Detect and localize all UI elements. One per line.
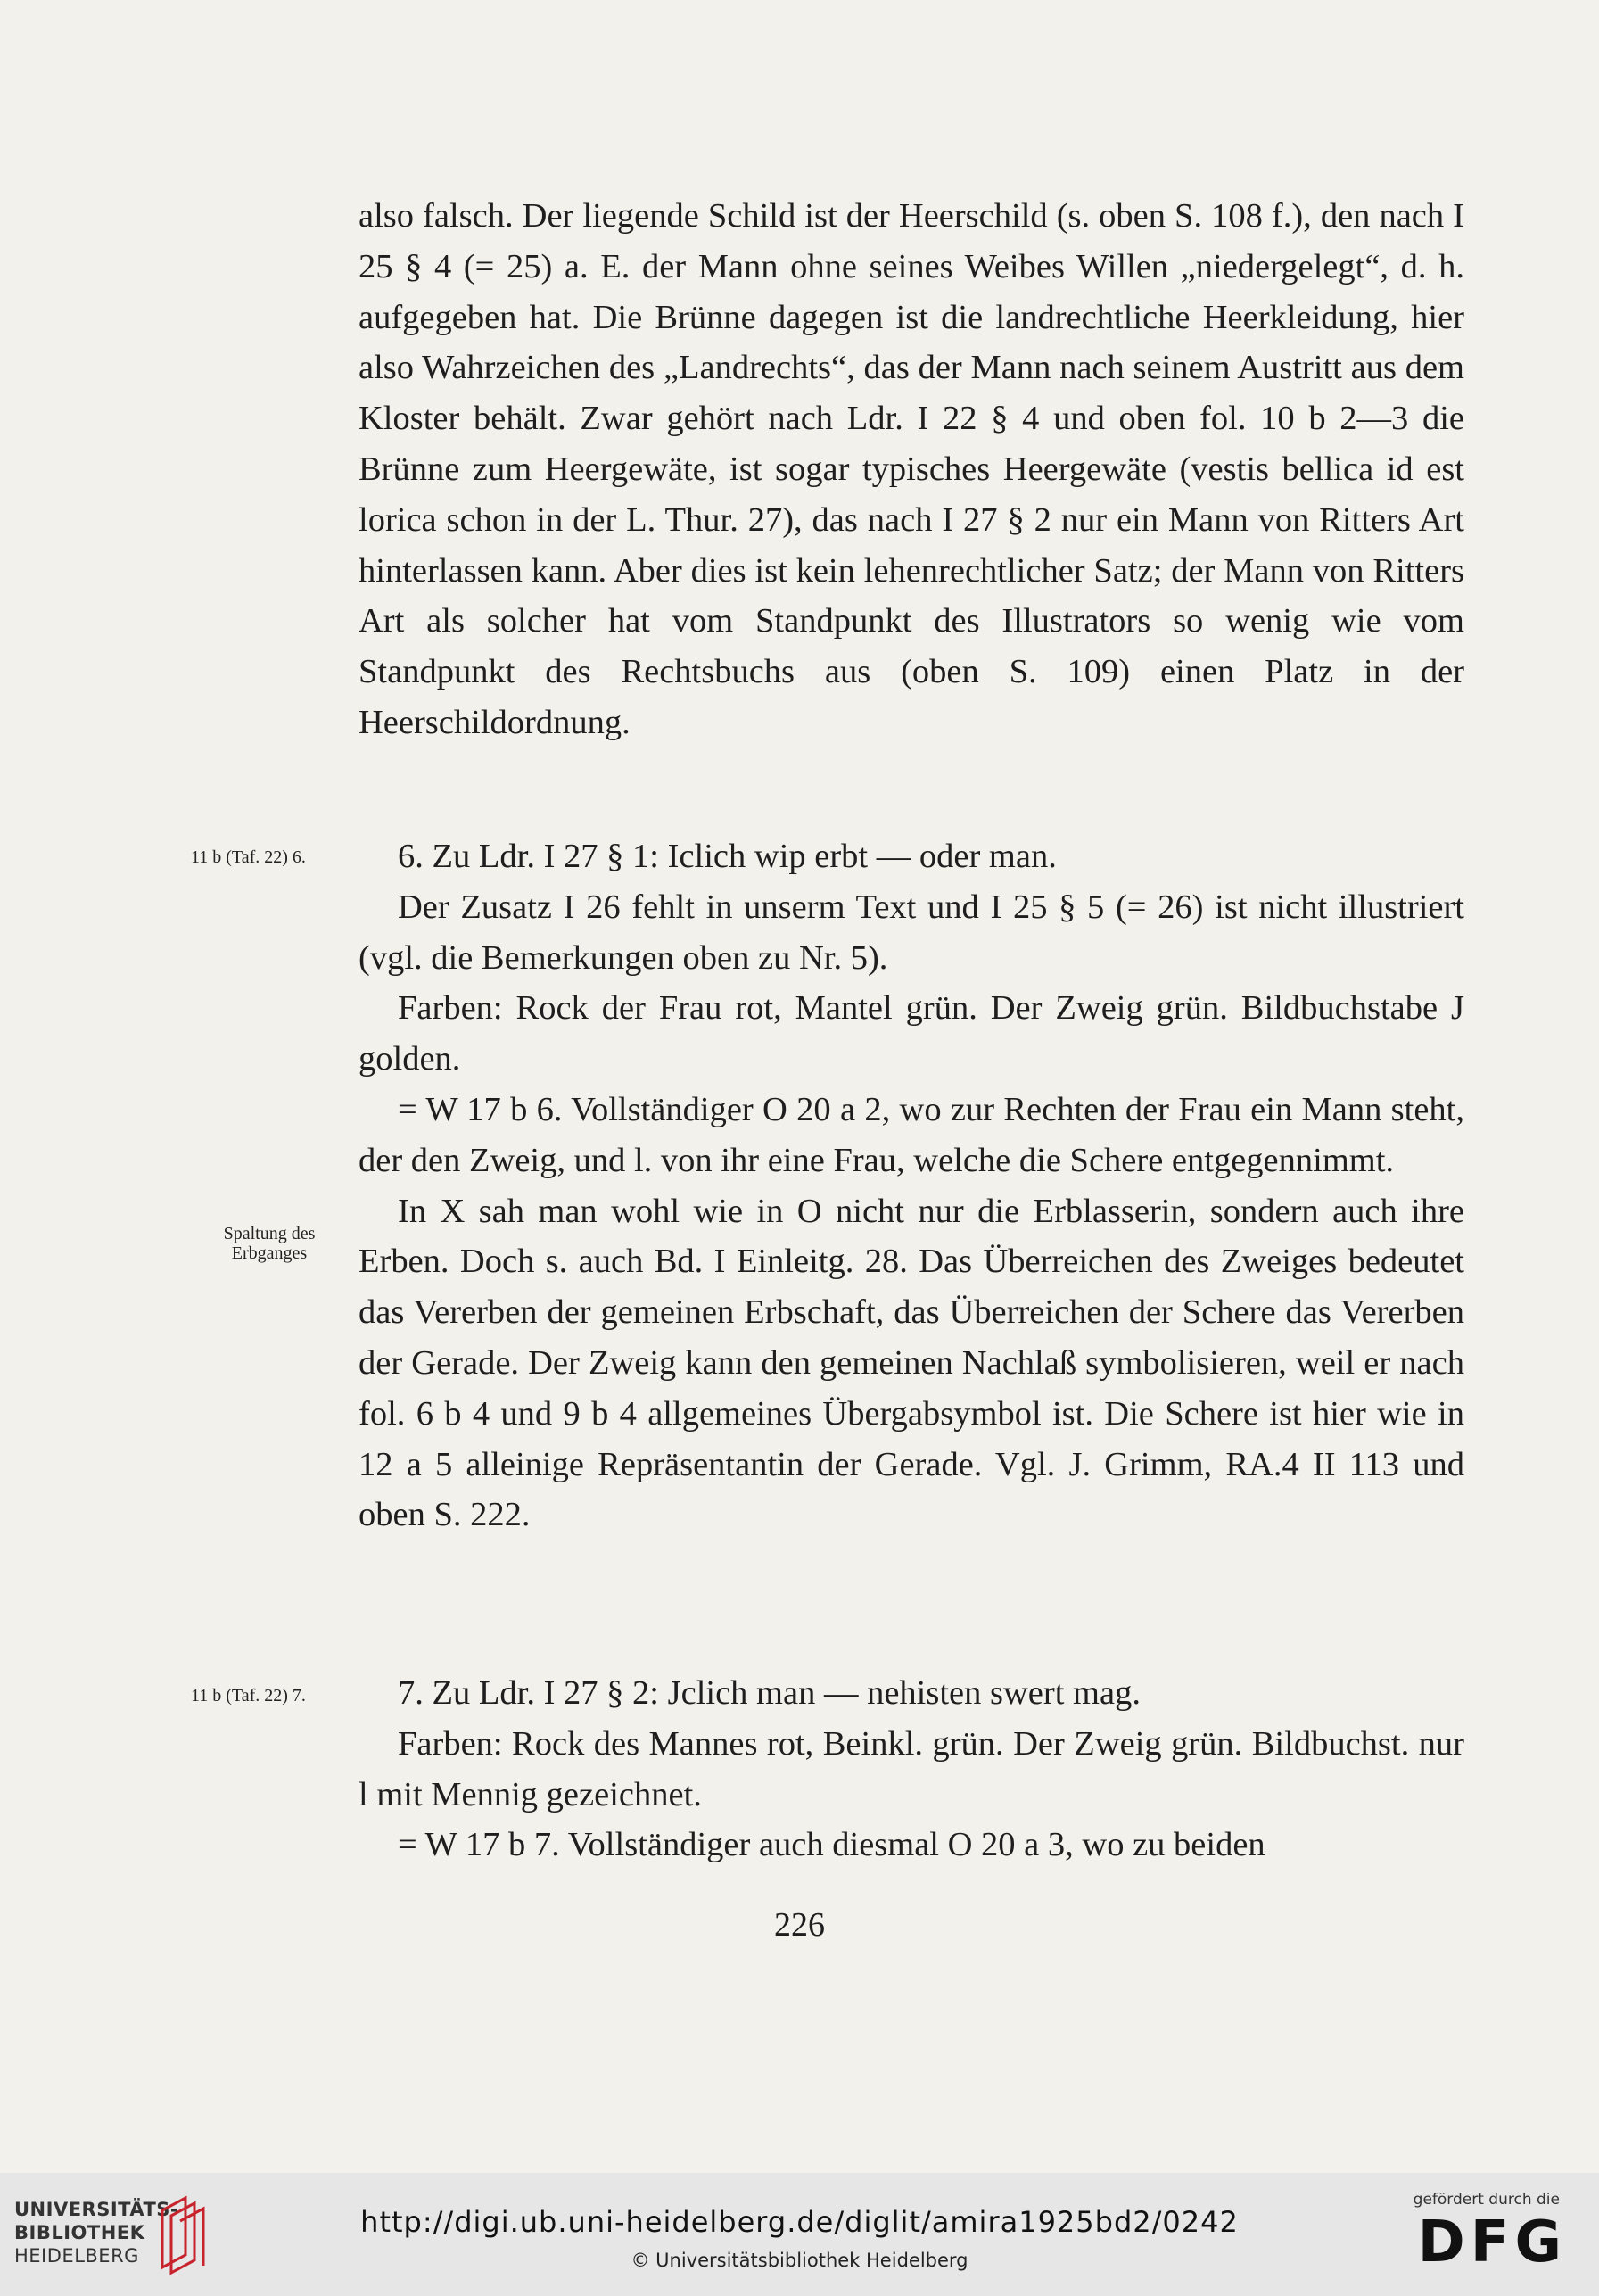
copyright-text: © Universitätsbibliothek Heidelberg [631,2250,968,2271]
margin-note-spaltung [189,1224,350,1263]
paragraph-5: In X sah man wohl wie in O nicht nur die Erblasserin, sondern auch ihre Erben. Doch s. auch Bd. I Einleitg. 28. Das Überreichen des Zweiges bedeutet das Vererben der gemeinen Erbschaft, das Überreichen der Schere das Vererben der Gerade. Der Zweig kann den gemeinen Nachlaß symbolisieren, weil er nach fol. 6 b 4 und 9 b 4 allgemeines Übergabsymbol ist. Die Schere ist hier wie in 12 a 5 alleinige Repräsentantin der Gerade. Vgl. J. Grimm, RA.4 II 113 und oben S. 222. [359,1192,1464,1534]
margin-note-11b-6: 11 b (Taf. 22) 6. [191,847,306,867]
paragraph-7: = W 17 b 7. Vollständiger auch diesmal O 20 a 3, wo zu beiden [398,1826,1265,1864]
margin-note-spaltung-line2: Erbganges [231,1243,308,1263]
main-text-top [359,191,1464,748]
section-heading-6: 6. Zu Ldr. I 27 § 1: Iclich wip erbt — oder man. [398,838,1057,875]
section-heading-7: 7. Zu Ldr. I 27 § 2: Jclich man — nehisten swert mag. [398,1674,1141,1712]
paragraph-4: = W 17 b 6. Vollständiger O 20 a 2, wo zur Rechten der Frau ein Mann steht, der den Zweig, und l. von ihr eine Frau, welche die Schere entgegennimmt. [359,1090,1464,1179]
paragraph-1: also falsch. Der liegende Schild ist der Heerschild (s. oben S. 108 f.), den nach I 25 § 4 (= 25) a. E. der Mann ohne seines Weibes Willen „niedergelegt“, d. h. aufgegeben hat. Die Brünne dagegen ist die landrechtliche Heerkleidung, hier also Wahrzeichen des „Landrechts“, das der Mann nach seinem Austritt aus dem Kloster behält. Zwar gehört nach Ldr. I 22 § 4 und oben fol. 10 b 2—3 die Brünne zum Heergewäte, ist sogar typisches Heergewäte (vestis bellica id est lorica schon in der L. Thur. 27), das nach I 27 § 2 nur ein Mann von Ritters Art hinterlassen kann. Aber dies ist kein lehenrechtlicher Satz; der Mann von Ritters Art als solcher hat vom Standpunkt des Illustrators so wenig wie vom Standpunkt des Rechtsbuchs aus (oben S. 109) einen Platz in der Heerschildordnung. [359,197,1464,741]
page-number: 226 [774,1906,825,1944]
library-name-line1: UNIVERSITÄTS- [14,2199,179,2220]
library-name-line3: HEIDELBERG [14,2245,139,2267]
margin-note-11b-7: 11 b (Taf. 22) 7. [191,1686,306,1705]
main-text-section-7 [359,1668,1464,1871]
dfg-logo: DFG [1417,2209,1567,2275]
document-url-link[interactable]: http://digi.ub.uni-heidelberg.de/diglit/amira1925bd2/0242 [360,2205,1239,2239]
paragraph-3: Farben: Rock der Frau rot, Mantel grün. Der Zweig grün. Bildbuchstabe J golden. [359,989,1464,1078]
paragraph-6: Farben: Rock des Mannes rot, Beinkl. grün. Der Zweig grün. Bildbuchst. nur l mit Mennig gezeichnet. [359,1724,1464,1813]
margin-note-spaltung-line1: Spaltung des [223,1224,316,1243]
paragraph-2: Der Zusatz I 26 fehlt in unserm Text und I 25 § 5 (= 26) ist nicht illustriert (vgl. die Bemerkungen oben zu Nr. 5). [359,888,1464,977]
library-name-line2: BIBLIOTHEK [14,2222,145,2243]
footer-bar [0,2173,1599,2296]
main-text-section-6 [359,831,1464,1540]
funded-by-caption: gefördert durch die [1413,2191,1560,2209]
